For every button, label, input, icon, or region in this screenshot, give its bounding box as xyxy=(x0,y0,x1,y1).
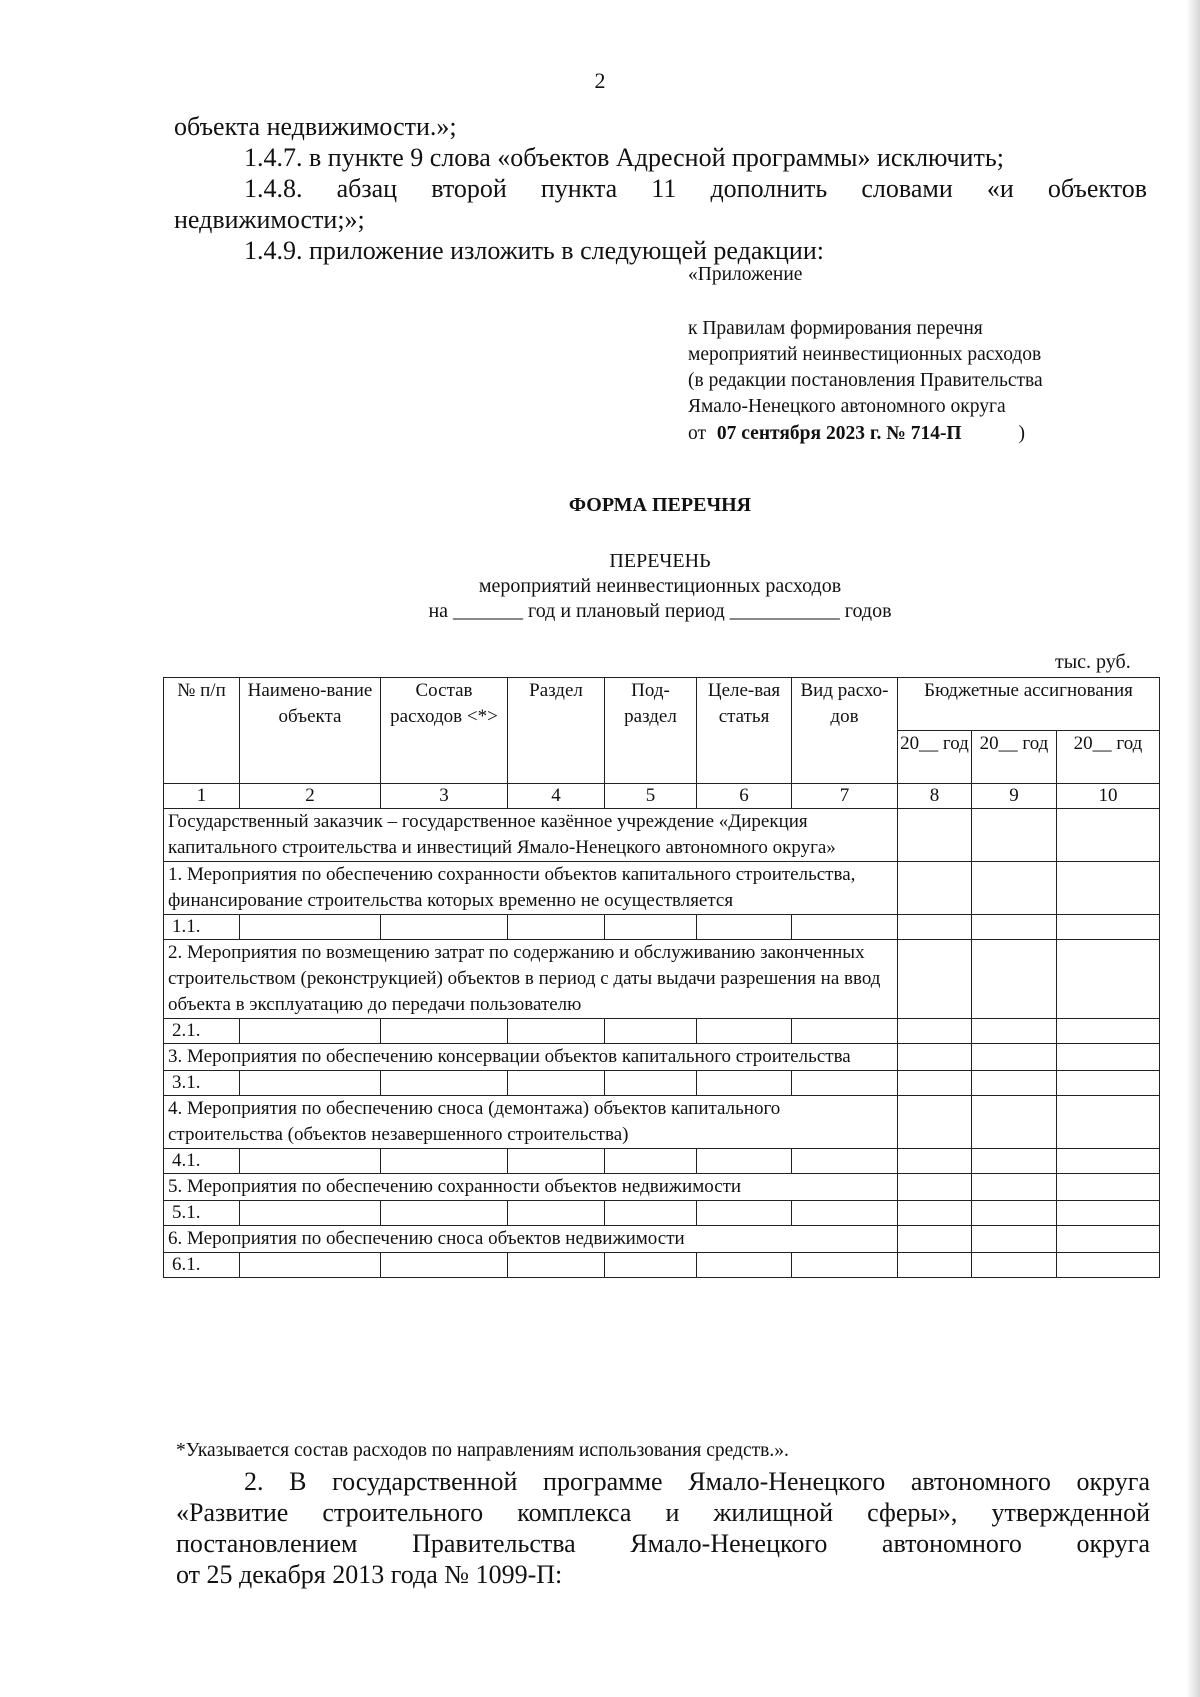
section-title: 3. Мероприятия по обеспечению консервации объектов капитального строительства xyxy=(164,1044,898,1071)
units-label: тыс. руб. xyxy=(1055,651,1131,673)
section-row xyxy=(164,1226,1160,1253)
col-number: 2 xyxy=(240,784,381,809)
expenses-table xyxy=(163,677,1160,1278)
intro-line-3a: 1.4.8. абзац второй пункта 11 дополнить словами «и объектов xyxy=(244,174,1147,203)
item-number: 6.1. xyxy=(164,1253,240,1278)
attachment-line-4: Ямало-Ненецкого автономного округа xyxy=(688,396,1006,417)
intro-line-3b: недвижимости;»; xyxy=(174,205,365,234)
date-value: 07 сентября 2023 г. № 714-П xyxy=(716,423,962,444)
footnote: *Указывается состав расходов по направлениям использования средств.». xyxy=(176,1440,789,1461)
intro-line-4: 1.4.9. приложение изложить в следующей редакции: xyxy=(244,236,824,265)
item-number: 3.1. xyxy=(164,1071,240,1096)
col-number: 3 xyxy=(381,784,508,809)
list-period-line: на _______ год и плановый период ___________ годов xyxy=(428,600,892,622)
closing-line-1: 2. В государственной программе Ямало-Ненецкого автономного округа xyxy=(244,1467,1150,1496)
item-number: 5.1. xyxy=(164,1201,240,1226)
attachment-line-3: (в редакции постановления Правительства xyxy=(688,370,1043,391)
section-row xyxy=(164,1044,1160,1071)
date-suffix: ) xyxy=(1018,423,1025,444)
section-title: 2. Мероприятия по возмещению затрат по содержанию и обслуживанию законченных строительством (реконструкцией) объектов в период с даты выдачи разрешения на ввод объекта в эксплуатацию до передачи пользователю xyxy=(164,940,898,1019)
section-row xyxy=(164,1096,1160,1149)
header-type: Вид расхо-дов xyxy=(792,678,898,784)
col-number: 1 xyxy=(164,784,240,809)
page-edge-shadow xyxy=(1186,0,1200,1697)
intro-line-1: объекта недвижимости.»; xyxy=(174,112,457,141)
item-row xyxy=(164,1149,1160,1174)
item-number: 2.1. xyxy=(164,1019,240,1044)
column-number-row xyxy=(164,784,1160,809)
date-prefix: от xyxy=(688,423,707,444)
header-row xyxy=(164,678,1160,731)
section-title: 4. Мероприятия по обеспечению сноса (демонтажа) объектов капитального строительства (объектов незавершенного строительства) xyxy=(164,1096,898,1149)
header-subsection: Под-раздел xyxy=(605,678,697,784)
col-number: 9 xyxy=(972,784,1057,809)
col-number: 4 xyxy=(508,784,605,809)
col-number: 10 xyxy=(1057,784,1160,809)
header-section: Раздел xyxy=(508,678,605,784)
item-row xyxy=(164,1201,1160,1226)
closing-line-3: постановлением Правительства Ямало-Ненецкого автономного округа xyxy=(176,1529,1150,1558)
section-row xyxy=(164,862,1160,915)
section-row xyxy=(164,940,1160,1019)
form-heading: ФОРМА ПЕРЕЧНЯ xyxy=(568,494,752,516)
section-row xyxy=(164,1174,1160,1201)
header-target: Целе-вая статья xyxy=(697,678,792,784)
item-row xyxy=(164,1071,1160,1096)
closing-line-2: «Развитие строительного комплекса и жилищной сферы», утвержденной xyxy=(176,1498,1150,1527)
section-title: 5. Мероприятия по обеспечению сохранности объектов недвижимости xyxy=(164,1174,898,1201)
section-title: 1. Мероприятия по обеспечению сохранности объектов капитального строительства, финансирование строительства которых временно не осуществляется xyxy=(164,862,898,915)
col-number: 5 xyxy=(605,784,697,809)
customer-cell: Государственный заказчик – государственное казённое учреждение «Дирекция капитального строительства и инвестиций Ямало-Ненецкого автономного округа» xyxy=(164,809,898,862)
item-row xyxy=(164,1253,1160,1278)
header-budget: Бюджетные ассигнования xyxy=(898,678,1160,731)
item-row xyxy=(164,1019,1160,1044)
intro-line-2: 1.4.7. в пункте 9 слова «объектов Адресной программы» исключить; xyxy=(244,143,1004,172)
col-number: 6 xyxy=(697,784,792,809)
col-number: 7 xyxy=(792,784,898,809)
list-subtitle: мероприятий неинвестиционных расходов xyxy=(478,575,842,597)
list-title: ПЕРЕЧЕНЬ xyxy=(609,550,711,572)
header-composition: Состав расходов <*> xyxy=(381,678,508,784)
attachment-date-line xyxy=(688,421,1128,447)
header-year-2: 20__ год xyxy=(972,731,1057,784)
page-number: 2 xyxy=(594,68,606,93)
header-year-3: 20__ год xyxy=(1057,731,1160,784)
closing-line-4: от 25 декабря 2013 года № 1099-П: xyxy=(176,1560,563,1589)
item-row xyxy=(164,915,1160,940)
customer-row xyxy=(164,809,1160,862)
section-title: 6. Мероприятия по обеспечению сноса объектов недвижимости xyxy=(164,1226,898,1253)
col-number: 8 xyxy=(898,784,972,809)
attachment-line-1: к Правилам формирования перечня xyxy=(688,318,983,339)
header-num: № п/п xyxy=(164,678,240,784)
header-year-1: 20__ год xyxy=(898,731,972,784)
header-name: Наимено-вание объекта xyxy=(240,678,381,784)
item-number: 4.1. xyxy=(164,1149,240,1174)
attachment-line-2: мероприятий неинвестиционных расходов xyxy=(688,344,1042,365)
attachment-title: «Приложение xyxy=(688,264,803,285)
item-number: 1.1. xyxy=(164,915,240,940)
